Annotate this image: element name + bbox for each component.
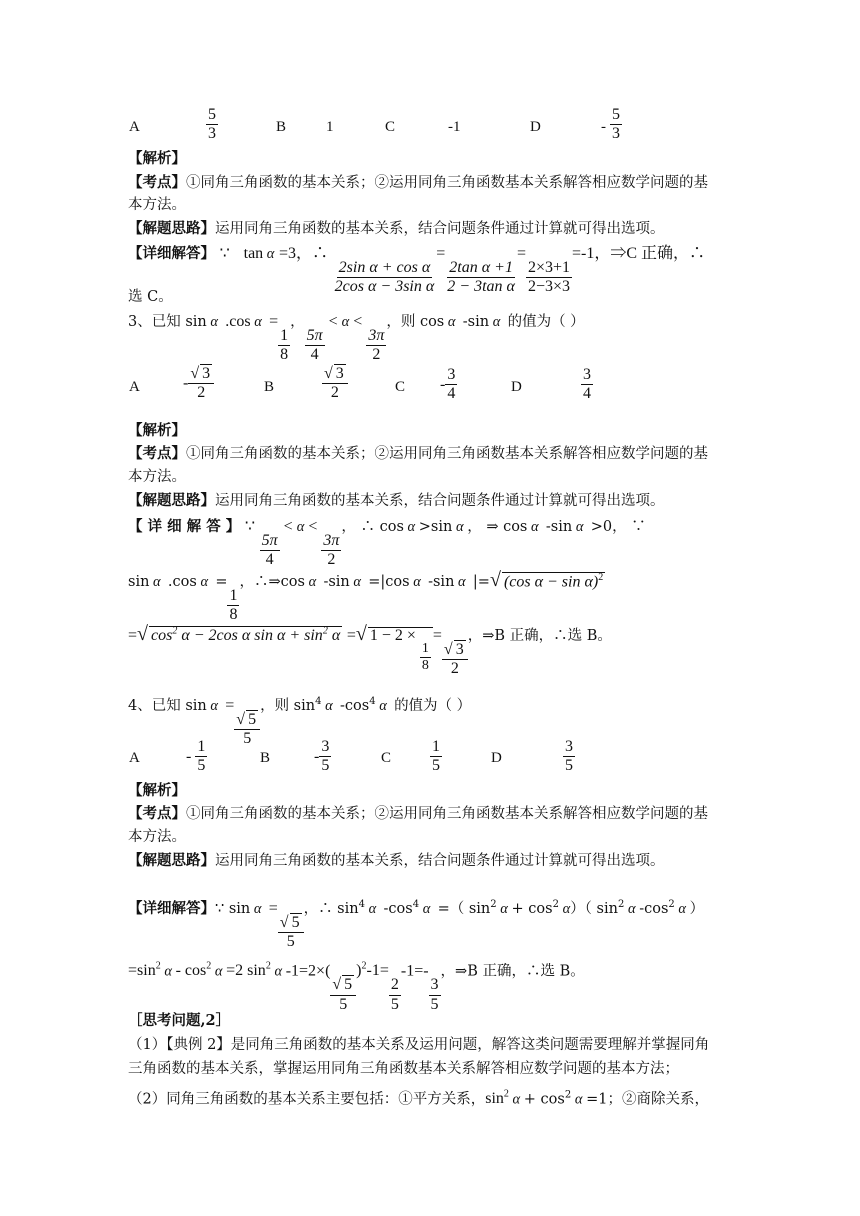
question-3-stem: 3、已知 sin α .cos α = $\frac{1}{8}$ ， $\frac{5\pi}{4}$ < α < $\frac{3\pi}{2}$ ，则 cos α -sin α 的值为（ ） bbox=[128, 313, 585, 364]
q4-option-a-label: A bbox=[129, 750, 140, 766]
q3-option-d-label: D bbox=[511, 379, 522, 395]
q3-option-b-label: B bbox=[264, 379, 275, 395]
q2-select: 选 C。 bbox=[128, 289, 173, 305]
option-d-label: D bbox=[530, 119, 541, 135]
kaodian-line-2: 本方法。 bbox=[128, 197, 186, 213]
silu-line-q4: 【解题思路】运用同角三角函数的基本关系，结合问题条件通过计算就可得出选项。 bbox=[128, 852, 665, 869]
detailed-answer-q3-line1: 【 详 细 解 答 】 ∵ $\frac{5\pi}{4}$ < α < $\frac{3\pi}{2}$ ， ∴ cos α >sin α ， ⇒ cos α -sin α >0， ∵ bbox=[128, 518, 646, 569]
q4-option-b-value: - $\frac{3}{5}$ bbox=[314, 738, 330, 775]
sikao-paragraph-2: （2）同角三角函数的基本关系主要包括：①平方关系，$\sin^2 \alpha + \cos^2 \alpha =1$；②商除关系， bbox=[128, 1089, 709, 1108]
sikao-heading: ［思考问题,2］ bbox=[128, 1012, 231, 1029]
q4-option-b-label: B bbox=[260, 750, 271, 766]
q3-option-a-value: - $\frac{√ 3}{2}$ bbox=[183, 364, 214, 403]
analysis-heading: 【解析】 bbox=[128, 150, 186, 167]
option-a-value: $\frac{5}{3}$ bbox=[208, 106, 216, 143]
q3-option-a-label: A bbox=[129, 379, 140, 395]
q3-option-c-label: C bbox=[395, 379, 406, 395]
option-b-value: 1 bbox=[326, 119, 334, 135]
detailed-answer-q2: 【详细解答】 ∵ tan α =3，∴ $\frac{\text{2sin α + cos α}}{\text{2cos α − 3sin α}}$ = $\frac{\text{2tan α +1}}{\text{2 − 3tan α}}$ = $\frac{2\times 3+1}{2-3\times 3}$ =-1，⇒C 正确，∴ bbox=[128, 245, 706, 296]
kaodian-line-q3: 【考点】①同角三角函数的基本关系；②运用同角三角函数基本关系解答相应数学问题的基 bbox=[128, 445, 708, 462]
detailed-answer-q3-line2: sin α .cos α = $\frac{1}{8}$ ，∴⇒cos α -sin α =|cos α -sin α |=√ (cos α − sin α)$^2$ bbox=[128, 569, 604, 624]
silu-line: 【解题思路】运用同角三角函数的基本关系，结合问题条件通过计算就可得出选项。 bbox=[128, 220, 665, 237]
option-c-label: C bbox=[385, 119, 396, 135]
q3-option-c-value: - $\frac{3}{4}$ bbox=[440, 366, 456, 403]
q3-option-d-value: $\frac{3}{4}$ bbox=[583, 366, 591, 403]
analysis-heading-q4: 【解析】 bbox=[128, 782, 186, 799]
detailed-answer-q4-line1: 【详细解答】∵ sin α = $\frac{√ 5}{5}$ ，∴ $\sin^4 \alpha$ $-\cos^4$ α =（ $\sin^2 \alpha + \cos^2 \alpha$）（ $\sin^2 \alpha$ $-\cos^2$ α ） bbox=[128, 899, 705, 951]
kaodian-line: 【考点】①同角三角函数的基本关系；②运用同角三角函数基本关系解答相应数学问题的基 bbox=[128, 174, 708, 191]
silu-line-q3: 【解题思路】运用同角三角函数的基本关系，结合问题条件通过计算就可得出选项。 bbox=[128, 492, 665, 509]
detailed-answer-q4-line2: $=\sin^2$ $\alpha - \cos^2 \alpha =2$ $\sin^2 \alpha$ -1=2×( $\frac{√ 5}{5}$ )$^2$-1= $\frac{2}{5}$ -1=- $\frac{3}{5}$ ，⇒B 正确，∴选 B。 bbox=[128, 961, 585, 1013]
q4-option-c-label: C bbox=[381, 750, 392, 766]
option-c-value: -1 bbox=[448, 119, 461, 135]
kaodian-line-2-q4: 本方法。 bbox=[128, 829, 186, 845]
q3-option-b-value: $\frac{√ 3}{2}$ bbox=[322, 364, 348, 403]
question-4-stem: 4、已知 sin α = $\frac{√ 5}{5}$ ，则 $\sin^4 \alpha$ $-\cos^4$ α 的值为（ ） bbox=[128, 696, 472, 748]
q4-option-d-value: $\frac{3}{5}$ bbox=[565, 738, 573, 775]
sikao-paragraph-1a: （1）【典例 2】是同角三角函数的基本关系及运用问题，解答这类问题需要理解并掌握同角 bbox=[128, 1037, 710, 1053]
option-b-label: B bbox=[276, 119, 287, 135]
option-d-sign: - bbox=[601, 119, 606, 135]
option-d-value: $\frac{5}{3}$ bbox=[612, 106, 620, 143]
q4-option-d-label: D bbox=[491, 750, 502, 766]
kaodian-line-q4: 【考点】①同角三角函数的基本关系；②运用同角三角函数基本关系解答相应数学问题的基 bbox=[128, 805, 708, 822]
detailed-answer-q3-line3: =√ $\cos^2 \alpha - 2\cos$ α $\sin \alpha + \sin^2 \alpha$ =√ 1 − 2 × $\frac{1}{8}$ = $\frac{√ 3}{2}$ ，⇒B 正确，∴选 B。 bbox=[128, 623, 612, 678]
sikao-paragraph-1b: 三角函数的基本关系，掌握运用同角三角函数基本关系解答相应数学问题的基本方法； bbox=[128, 1061, 679, 1077]
q4-option-c-value: $\frac{1}{5}$ bbox=[432, 738, 440, 775]
analysis-heading-q3: 【解析】 bbox=[128, 422, 186, 439]
q4-option-a-value: - $\frac{1}{5}$ bbox=[186, 738, 206, 775]
kaodian-line-2-q3: 本方法。 bbox=[128, 469, 186, 485]
option-a-label: A bbox=[129, 119, 140, 135]
